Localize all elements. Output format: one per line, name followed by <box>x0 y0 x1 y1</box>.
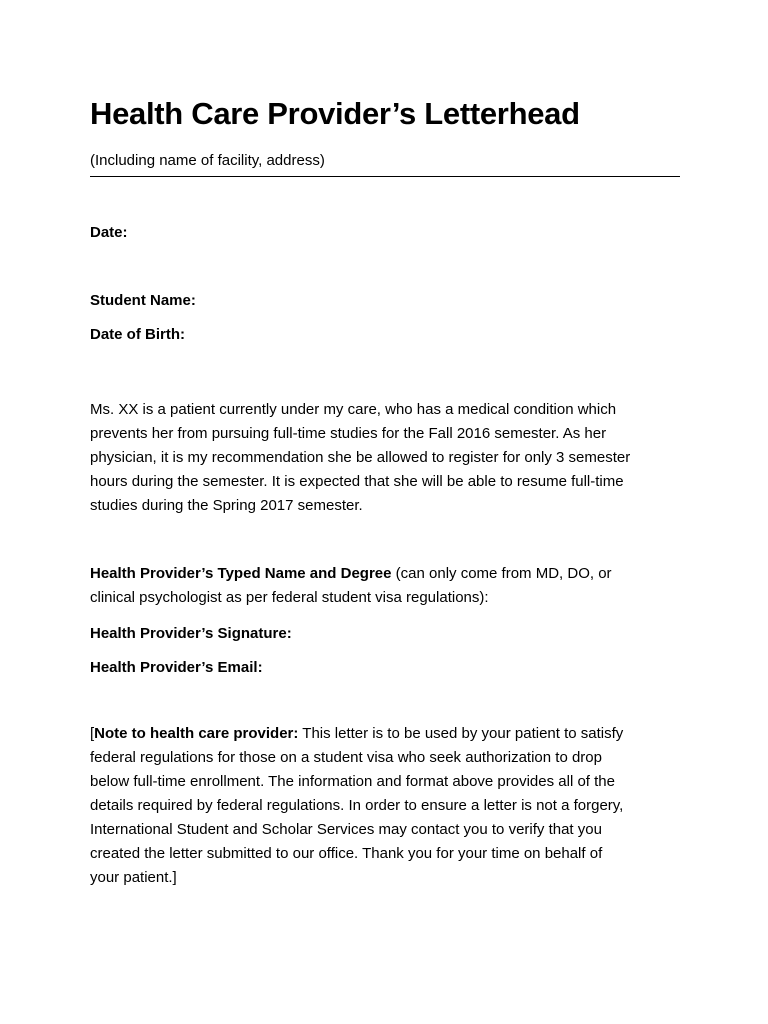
provider-typed-name-line <box>90 562 690 586</box>
letter-body-line: studies during the Spring 2017 semester. <box>90 497 363 514</box>
date-of-birth-label: Date of Birth: <box>90 326 185 343</box>
provider-note-line: below full-time enrollment. The information and format above provides all of the <box>90 773 615 790</box>
provider-note-line: International Student and Scholar Services may contact you to verify that you <box>90 821 602 838</box>
provider-note-line: federal regulations for those on a student visa who seek authorization to drop <box>90 749 602 766</box>
letterhead-divider <box>90 176 680 177</box>
letterhead-title: Health Care Provider’s Letterhead <box>90 96 580 131</box>
student-name-label: Student Name: <box>90 292 196 309</box>
note-label: Note to health care provider: <box>94 725 299 742</box>
note-open-bracket: [ <box>90 725 95 742</box>
provider-typed-name-label: Health Provider’s Typed Name and Degree <box>90 565 392 582</box>
letter-body-line: prevents her from pursuing full-time studies for the Fall 2016 semester. As her <box>90 425 607 442</box>
note-first-line-text: This letter is to be used by your patient to satisfy <box>298 725 624 742</box>
letterhead-subtitle: (Including name of facility, address) <box>90 152 325 169</box>
provider-note <box>90 722 690 890</box>
date-label: Date: <box>90 224 128 241</box>
letter-body <box>90 398 690 518</box>
provider-typed-name <box>90 562 690 610</box>
provider-typed-name-note: (can only come from MD, DO, or <box>391 565 612 582</box>
provider-note-line: created the letter submitted to our office. Thank you for your time on behalf of <box>90 845 603 862</box>
letter-body-line: physician, it is my recommendation she be allowed to register for only 3 semester <box>90 449 631 466</box>
provider-typed-name-note-line2: clinical psychologist as per federal student visa regulations): <box>90 589 489 606</box>
letter-body-line: Ms. XX is a patient currently under my care, who has a medical condition which <box>90 401 617 418</box>
provider-note-line: details required by federal regulations. In order to ensure a letter is not a forgery, <box>90 797 624 814</box>
letter-body-line: hours during the semester. It is expected that she will be able to resume full-time <box>90 473 624 490</box>
provider-note-line: your patient.] <box>90 869 177 886</box>
provider-email-label: Health Provider’s Email: <box>90 659 263 676</box>
provider-signature-label: Health Provider’s Signature: <box>90 625 292 642</box>
provider-note-line <box>90 722 690 746</box>
